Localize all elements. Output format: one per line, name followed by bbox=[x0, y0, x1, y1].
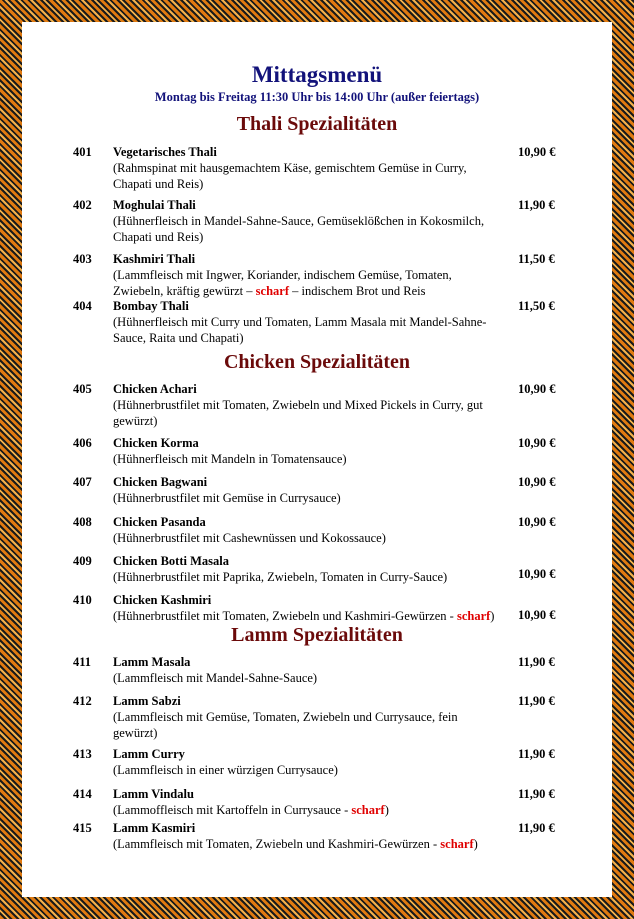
item-name: Lamm Curry bbox=[113, 747, 185, 761]
item-price: 10,90 € bbox=[518, 567, 556, 581]
section-title-thali: Thali Spezialitäten bbox=[236, 113, 398, 135]
item-price: 11,90 € bbox=[518, 821, 555, 835]
item-price: 11,90 € bbox=[518, 655, 555, 669]
item-number: 403 bbox=[73, 252, 92, 266]
item-price: 11,50 € bbox=[518, 299, 555, 313]
item-description: Chapati und Reis) bbox=[113, 230, 204, 244]
item-number: 414 bbox=[73, 787, 92, 801]
item-description bbox=[113, 283, 508, 299]
item-number: 415 bbox=[73, 821, 92, 835]
item-description: gewürzt) bbox=[113, 726, 158, 740]
description-text: (Lammfleisch mit Tomaten, Zwiebeln und Kashmiri-Gewürzen - bbox=[113, 837, 441, 851]
description-text: (Lammoffleisch mit Kartoffeln in Currysauce - bbox=[113, 803, 352, 817]
item-description: (Lammfleisch in einer würzigen Currysauce) bbox=[113, 763, 338, 777]
description-text: ) bbox=[473, 837, 478, 851]
item-description: Sauce, Raita und Chapati) bbox=[113, 331, 244, 345]
item-price: 10,90 € bbox=[518, 436, 556, 450]
description-text: ) bbox=[384, 803, 389, 817]
item-price: 10,90 € bbox=[518, 382, 556, 396]
section-title-chicken: Chicken Spezialitäten bbox=[223, 351, 411, 373]
item-price: 11,50 € bbox=[518, 252, 555, 266]
item-description: (Lammfleisch mit Mandel-Sahne-Sauce) bbox=[113, 671, 318, 685]
page-title: Mittagsmenü bbox=[251, 62, 383, 87]
item-description: (Lammfleisch mit Ingwer, Koriander, indischem Gemüse, Tomaten, bbox=[113, 268, 452, 282]
item-description bbox=[113, 802, 508, 818]
item-description: (Hühnerbrustfilet mit Gemüse in Currysauce) bbox=[113, 491, 341, 505]
item-number: 405 bbox=[73, 382, 92, 396]
item-description: gewürzt) bbox=[113, 414, 158, 428]
item-description: (Hühnerfleisch mit Mandeln in Tomatensauce) bbox=[113, 452, 347, 466]
spicy-label: scharf bbox=[456, 609, 491, 623]
item-price: 10,90 € bbox=[518, 475, 556, 489]
item-name: Vegetarisches Thali bbox=[113, 145, 217, 159]
item-name: Chicken Korma bbox=[113, 436, 199, 450]
item-number: 402 bbox=[73, 198, 92, 212]
description-text: ) bbox=[490, 609, 495, 623]
item-number: 406 bbox=[73, 436, 92, 450]
description-text: Zwiebeln, kräftig gewürzt – bbox=[113, 284, 256, 298]
item-description: (Hühnerbrustfilet mit Cashewnüssen und Kokossauce) bbox=[113, 531, 386, 545]
item-description: (Lammfleisch mit Gemüse, Tomaten, Zwiebeln und Currysauce, fein bbox=[113, 710, 458, 724]
item-name: Chicken Achari bbox=[113, 382, 197, 396]
item-number: 404 bbox=[73, 299, 92, 313]
spicy-label: scharf bbox=[351, 803, 385, 817]
item-price: 10,90 € bbox=[518, 145, 556, 159]
spicy-label: scharf bbox=[255, 284, 289, 298]
item-price: 11,90 € bbox=[518, 694, 555, 708]
item-description: (Hühnerbrustfilet mit Tomaten, Zwiebeln und Mixed Pickels in Curry, gut bbox=[113, 398, 483, 412]
item-price: 11,90 € bbox=[518, 787, 555, 801]
item-name: Lamm Vindalu bbox=[113, 787, 194, 801]
item-name: Lamm Sabzi bbox=[113, 694, 181, 708]
item-name: Chicken Bagwani bbox=[113, 475, 208, 489]
item-description: (Hühnerbrustfilet mit Paprika, Zwiebeln, Tomaten in Curry-Sauce) bbox=[113, 570, 448, 584]
item-number: 409 bbox=[73, 554, 92, 568]
item-description: (Rahmspinat mit hausgemachtem Käse, gemischtem Gemüse in Curry, bbox=[113, 161, 467, 175]
item-price: 10,90 € bbox=[518, 515, 556, 529]
item-description: (Hühnerfleisch mit Curry und Tomaten, Lamm Masala mit Mandel-Sahne- bbox=[113, 315, 487, 329]
spicy-label: scharf bbox=[440, 837, 474, 851]
item-name: Bombay Thali bbox=[113, 299, 189, 313]
item-name: Lamm Masala bbox=[113, 655, 191, 669]
item-price: 11,90 € bbox=[518, 747, 555, 761]
item-name: Chicken Kashmiri bbox=[113, 593, 212, 607]
item-name: Lamm Kasmiri bbox=[113, 821, 196, 835]
item-number: 407 bbox=[73, 475, 92, 489]
item-number: 410 bbox=[73, 593, 92, 607]
item-number: 408 bbox=[73, 515, 92, 529]
item-description: (Hühnerfleisch in Mandel-Sahne-Sauce, Gemüseklößchen in Kokosmilch, bbox=[113, 214, 485, 228]
item-description bbox=[113, 608, 508, 624]
item-number: 401 bbox=[73, 145, 92, 159]
item-number: 411 bbox=[73, 655, 92, 669]
item-name: Kashmiri Thali bbox=[113, 252, 196, 266]
item-description bbox=[113, 836, 508, 852]
item-name: Chicken Botti Masala bbox=[113, 554, 229, 568]
item-name: Chicken Pasanda bbox=[113, 515, 206, 529]
opening-hours: Montag bis Freitag 11:30 Uhr bis 14:00 Uhr (außer feiertags) bbox=[154, 90, 480, 104]
item-number: 413 bbox=[73, 747, 92, 761]
description-text: – indischem Brot und Reis bbox=[289, 284, 426, 298]
item-price: 10,90 € bbox=[518, 608, 556, 622]
section-title-lamm: Lamm Spezialitäten bbox=[231, 624, 403, 646]
description-text: (Hühnerbrustfilet mit Tomaten, Zwiebeln und Kashmiri-Gewürzen - bbox=[113, 609, 457, 623]
item-name: Moghulai Thali bbox=[113, 198, 196, 212]
item-description: Chapati und Reis) bbox=[113, 177, 204, 191]
item-number: 412 bbox=[73, 694, 92, 708]
item-price: 11,90 € bbox=[518, 198, 555, 212]
